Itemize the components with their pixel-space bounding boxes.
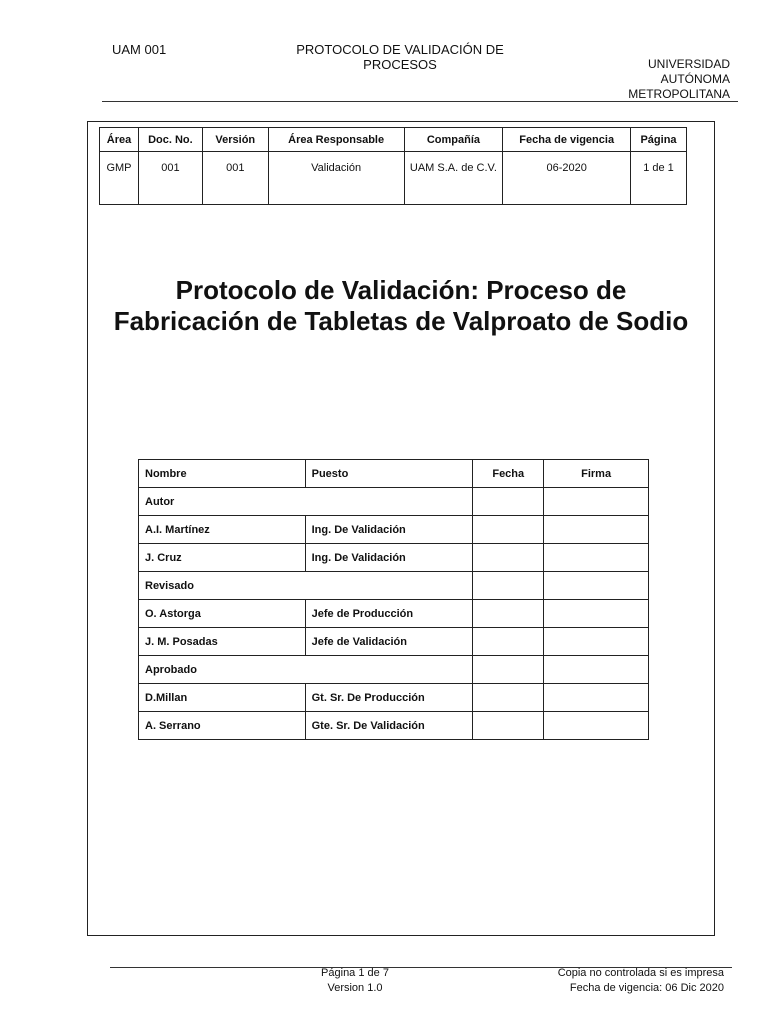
info-header-cell: Versión [202,128,268,152]
signature-cell [544,488,649,516]
info-header-cell: Área Responsable [268,128,404,152]
position-cell: Gte. Sr. De Validación [305,712,473,740]
signature-cell [544,684,649,712]
header-title: PROTOCOLO DE VALIDACIÓN DE PROCESOS [296,42,504,72]
info-area: GMP [100,152,139,205]
name-cell: A.I. Martínez [139,516,306,544]
info-responsible-area: Validación [268,152,404,205]
copy-note: Copia no controlada si es impresa [557,967,724,979]
info-company: UAM S.A. de C.V. [404,152,503,205]
name-cell: J. Cruz [139,544,306,572]
date-cell [473,488,544,516]
date-cell [473,656,544,684]
signature-header-cell: Nombre [139,460,306,488]
table-row [139,712,649,740]
effective-date-note: Fecha de vigencia: 06 Dic 2020 [569,982,724,994]
signature-cell [544,628,649,656]
section-label: Autor [139,488,473,516]
signature-header-cell: Puesto [305,460,473,488]
date-cell [473,572,544,600]
signature-cell [544,712,649,740]
info-header-row [100,128,687,152]
date-cell [473,600,544,628]
info-version: 001 [202,152,268,205]
signature-cell [544,600,649,628]
table-row [139,516,649,544]
date-cell [473,628,544,656]
signature-cell [544,572,649,600]
name-cell: A. Serrano [139,712,306,740]
info-header-cell: Compañía [404,128,503,152]
institution-line: UNIVERSIDAD [647,57,730,71]
info-doc-no: 001 [138,152,202,205]
section-label: Revisado [139,572,473,600]
info-header-cell: Página [631,128,687,152]
page-number: Página 1 de 7 [321,967,389,979]
institution-name [550,57,730,102]
signature-cell [544,544,649,572]
date-cell [473,712,544,740]
document-code: UAM 001 [112,42,167,57]
signature-header-row [139,460,649,488]
position-cell: Ing. De Validación [305,516,473,544]
signature-cell [544,656,649,684]
signature-header-cell: Fecha [473,460,544,488]
date-cell [473,516,544,544]
document-info-table [99,127,687,205]
signature-cell [544,516,649,544]
table-row [139,544,649,572]
info-header-cell: Área [100,128,139,152]
table-row [139,600,649,628]
signature-table [138,459,649,740]
name-cell: O. Astorga [139,600,306,628]
footer-pagination [290,966,420,996]
position-cell: Gt. Sr. De Producción [305,684,473,712]
info-page: 1 de 1 [631,152,687,205]
name-cell: D.Millan [139,684,306,712]
institution-line: AUTÓNOMA [660,72,730,86]
position-cell: Jefe de Validación [305,628,473,656]
section-row [139,572,649,600]
position-cell: Ing. De Validación [305,544,473,572]
header-divider [102,101,738,102]
section-row [139,656,649,684]
info-value-row [100,152,687,205]
section-row [139,488,649,516]
info-effective-date: 06-2020 [503,152,631,205]
footer-notes [474,966,724,996]
date-cell [473,544,544,572]
date-cell [473,684,544,712]
name-cell: J. M. Posadas [139,628,306,656]
institution-line: METROPOLITANA [628,87,730,101]
info-header-cell: Fecha de vigencia [503,128,631,152]
table-row [139,628,649,656]
document-title: Protocolo de Validación: Proceso de Fabricación de Tabletas de Valproato de Sodio [113,275,689,336]
section-label: Aprobado [139,656,473,684]
info-header-cell: Doc. No. [138,128,202,152]
version-label: Version 1.0 [327,982,383,994]
signature-header-cell: Firma [544,460,649,488]
position-cell: Jefe de Producción [305,600,473,628]
table-row [139,684,649,712]
